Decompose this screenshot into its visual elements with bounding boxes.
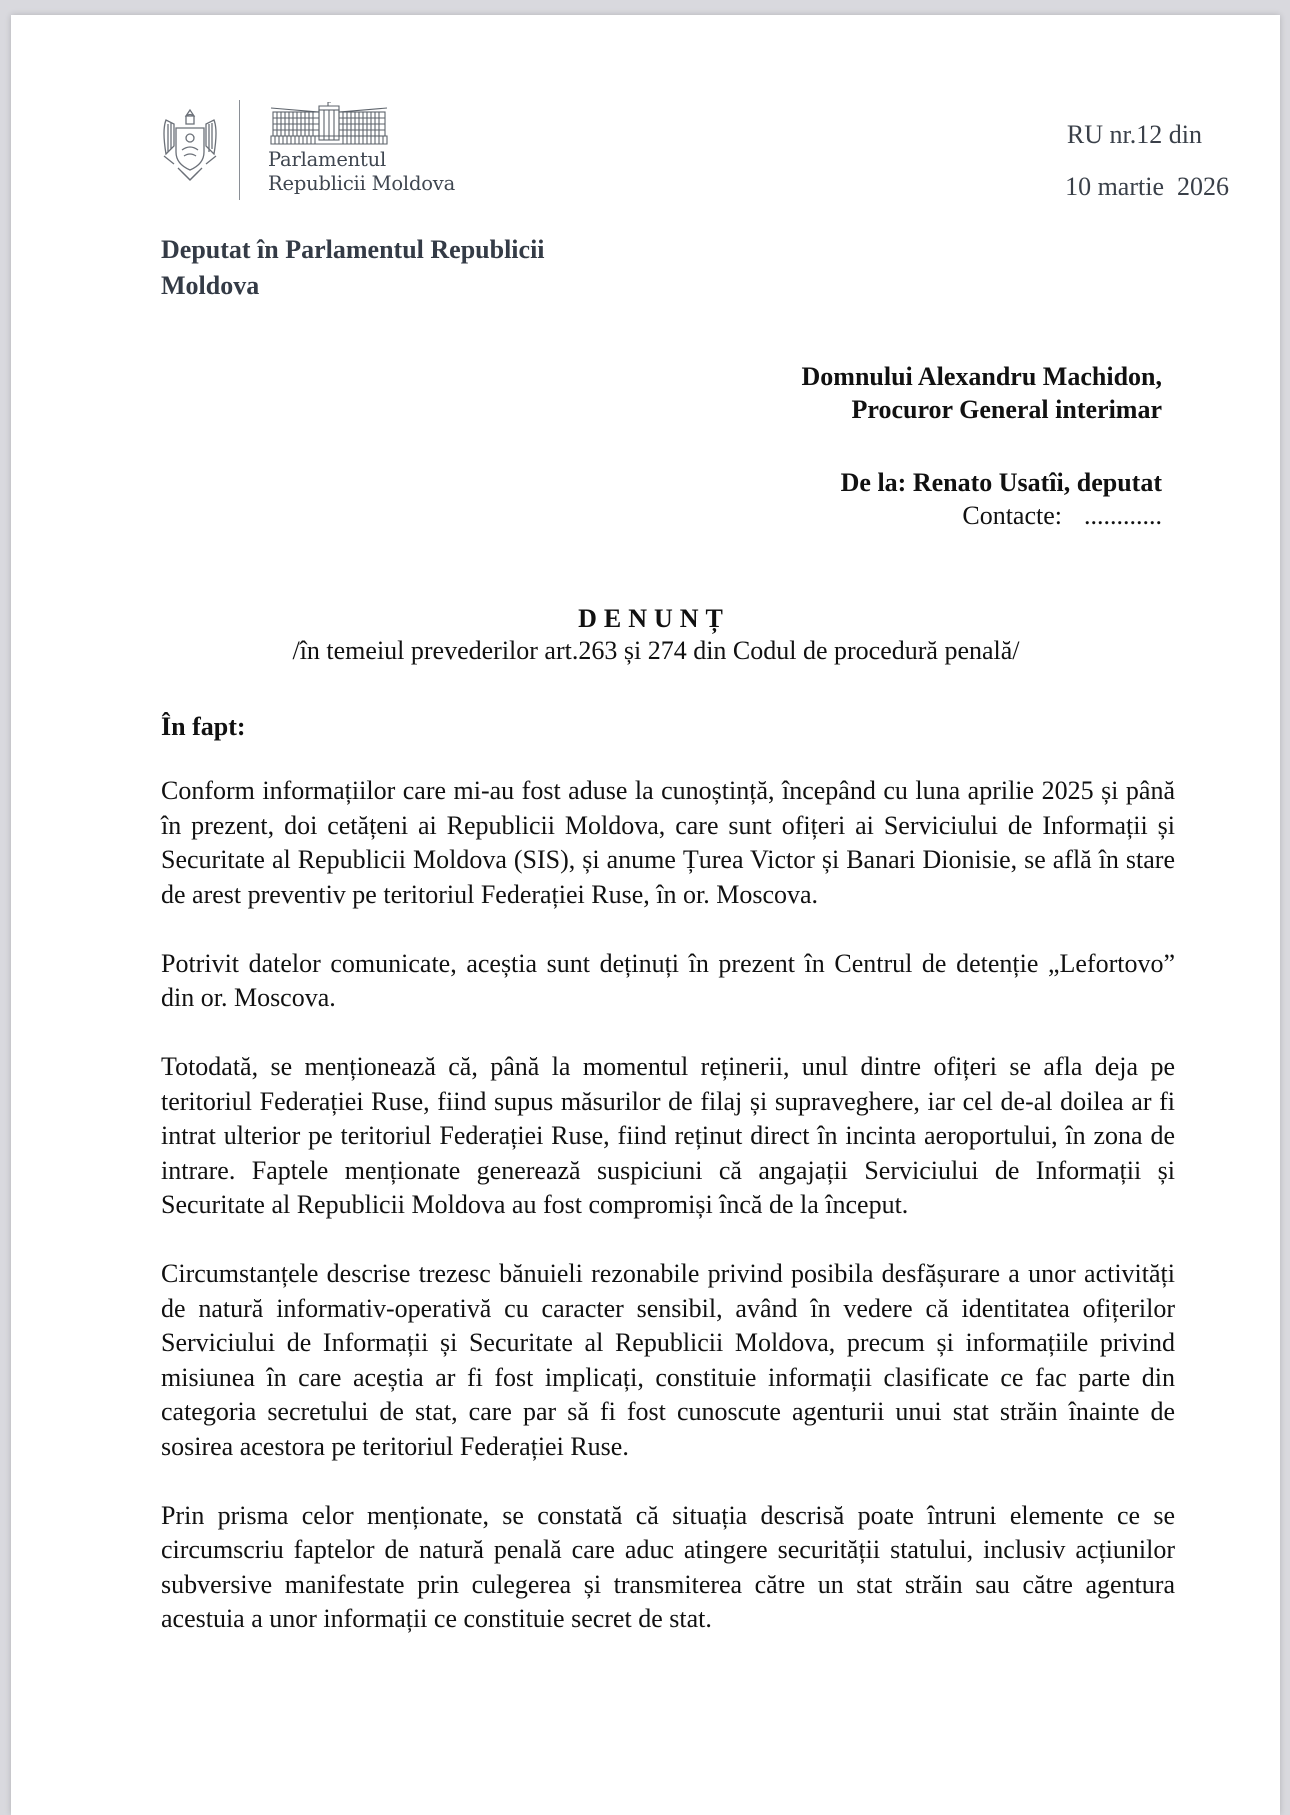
document-title: DENUNȚ bbox=[578, 604, 730, 633]
section-heading: În fapt: bbox=[161, 712, 246, 741]
reference-date: 10 martie 2026 bbox=[1065, 172, 1229, 201]
contacts-label: Contacte: bbox=[962, 501, 1062, 530]
parliament-logo bbox=[160, 100, 490, 200]
paragraph: Conform informațiilor care mi-au fost aduse la cunoștință, începând cu luna aprilie 2025 și până în prezent, doi cetățeni ai Republicii Moldova, care sunt ofițeri ai Serviciului de Informații și Securitate al Republicii Moldova (SIS), și anume Țurea Victor și Banari Dionisie, se află în stare de arest preventiv pe teritoriul Federației Ruse, în or. Moscova. bbox=[161, 776, 1175, 909]
document-body bbox=[161, 774, 1175, 1671]
from-line: De la: Renato Usatîi, deputat bbox=[840, 468, 1162, 497]
logo-divider bbox=[239, 100, 240, 200]
paragraph: Potrivit datelor comunicate, aceștia sunt deținuți în prezent în Centrul de detenție „Lefortovo” din or. Moscova. bbox=[161, 948, 1175, 1012]
contacts-line bbox=[962, 501, 1162, 531]
paragraph: Circumstanțele descrise trezesc bănuieli rezonabile privind posibila desfășurare a unor activități de natură informativ-operativă cu caracter sensibil, având în vedere că identitatea ofițerilor Serviciului de Informații și Securitate al Republicii Moldova, precum și informațiile privind misiunea în care aceștia ar fi fost implicați, constituie informații clasificate ce fac parte din categoria secretului de stat, care par să fi fost cunoscute agenturii unui stat străin înainte de sosirea acestora pe teritoriul Federației Ruse. bbox=[161, 1259, 1175, 1461]
addressee-name: Domnului Alexandru Machidon, bbox=[801, 362, 1162, 391]
logo-text-line2: Republicii Moldova bbox=[268, 172, 456, 195]
paragraph: Totodată, se menționează că, până la momentul reținerii, unul dintre ofițeri se afla deja pe teritoriul Federației Ruse, fiind supus măsurilor de filaj și supraveghere, iar cel de-al doilea ar fi intrat ulterior pe teritoriul Federației Ruse, fiind reținut direct în incinta aeroportului, în zona de intrare. Faptele menționate generează suspiciuni că angajații Serviciului de Informații și Securitate al Republicii Moldova au fost compromiși încă de la început. bbox=[161, 1052, 1175, 1219]
document-subtitle: /în temeiul prevederilor art.263 și 274 din Codul de procedură penală/ bbox=[292, 636, 1020, 665]
paragraph: Prin prisma celor menționate, se constată că situația descrisă poate întruni elemente ce se circumscriu faptelor de natură penală care aduc atingere securității statului, inclusiv acțiunilor subversive manifestate prin culegerea și transmiterea către un stat străin sau către agentura acestuia a unor informații ce constituie secret de stat. bbox=[161, 1500, 1175, 1633]
sender-title bbox=[161, 232, 545, 304]
parliament-building-icon bbox=[269, 102, 389, 146]
moldova-coat-of-arms-icon bbox=[160, 106, 220, 184]
sender-title-line1: Deputat în Parlamentul Republicii bbox=[161, 235, 545, 264]
contacts-value: ............ bbox=[1084, 501, 1162, 530]
addressee-position: Procuror General interimar bbox=[851, 395, 1162, 424]
addressee-block bbox=[802, 360, 1162, 426]
logo-text-line1: Parlamentul bbox=[268, 148, 387, 171]
sender-title-line2: Moldova bbox=[161, 271, 260, 300]
reference-number: RU nr.12 din bbox=[1066, 120, 1202, 149]
